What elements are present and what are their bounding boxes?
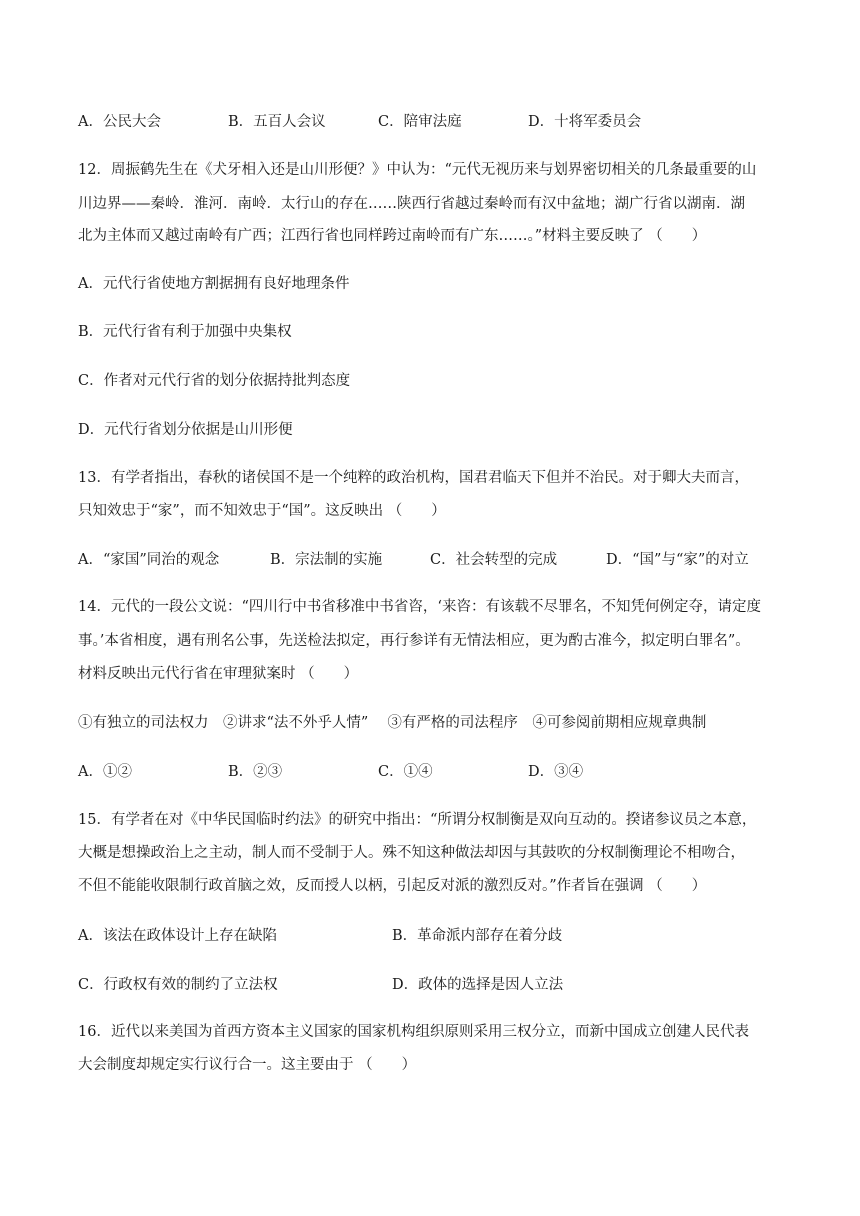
question-stem-line: 不但不能能收限制行政首脑之效，反而授人以柄，引起反对派的激烈反对。”作者旨在强调 （ ）	[78, 878, 707, 894]
question-stem-line: 材料反映出元代行省在审理狱案时 （ ）	[78, 666, 359, 682]
question-stem-line: 13．有学者指出，春秋的诸侯国不是一个纯粹的政治机构，国君君临天下但并不治民。对于卿大夫而言，	[78, 470, 749, 486]
question-stem-line: 14．元代的一段公文说：“四川行中书省移准中书省咨，‘来咨：有该载不尽罪名，不知凭何例定夺，请定度	[78, 599, 761, 615]
question-stem-line: 16．近代以来美国为首西方资本主义国家的国家机构组织原则采用三权分立，而新中国成立创建人民代表	[78, 1024, 749, 1040]
option-c: C．①④	[378, 764, 433, 780]
question-stem-line: 15．有学者在对《中华民国临时约法》的研究中指出：“所谓分权制衡是双向互动的。揆诸参议员之本意，	[78, 812, 757, 828]
question-stem-line: 川边界——秦岭．淮河．南岭．太行山的存在……陕西行省越过秦岭而有汉中盆地；湖广行省以湖南．湖	[78, 196, 745, 212]
question-stem-line: 北为主体而又越过南岭有广西；江西行省也同样跨过南岭而有广东……。”材料主要反映了 （ ）	[78, 228, 707, 244]
option-d: D．政体的选择是因人立法	[392, 977, 564, 993]
option-b: B．革命派内部存在着分歧	[392, 928, 563, 944]
option-b: B．元代行省有利于加强中央集权	[78, 324, 292, 340]
option-d: D．③④	[528, 764, 584, 780]
option-a: A．该法在政体设计上存在缺陷	[78, 928, 277, 944]
question-stem-line: 大概是想操政治上之主动，制人而不受制于人。殊不知这种做法却因与其鼓吹的分权制衡理论不相吻合，	[78, 845, 745, 861]
option-c: C．作者对元代行省的划分依据持批判态度	[78, 373, 351, 389]
option-c: C．社会转型的完成	[430, 552, 558, 568]
option-b: B．②③	[228, 764, 283, 780]
option-b: B．宗法制的实施	[270, 552, 383, 568]
option-a: A．元代行省使地方割据拥有良好地理条件	[78, 276, 350, 292]
question-stem-line: 大会制度却规定实行议行合一。这主要由于 （ ）	[78, 1057, 417, 1073]
question-stem-line: 12．周振鹤先生在《犬牙相入还是山川形便？》中认为：“元代无视历来与划界密切相关的几条最重要的山	[78, 162, 757, 178]
numbered-statements: ①有独立的司法权力 ②讲求“法不外乎人情” ③有严格的司法程序 ④可参阅前期相应规章典制	[78, 715, 707, 731]
question-stem-line: 只知效忠于“家”，而不知效忠于“国”。这反映出 （ ）	[78, 503, 446, 519]
option-d: D．元代行省划分依据是山川形便	[78, 422, 293, 438]
option-d: D．十将军委员会	[528, 114, 642, 130]
option-a: A．“家国”同治的观念	[78, 552, 220, 568]
option-a: A．①②	[78, 764, 132, 780]
option-b: B．五百人会议	[228, 114, 326, 130]
option-c: C．行政权有效的制约了立法权	[78, 977, 278, 993]
question-stem-line: 事。’本省相度，遇有刑名公事，先送检法拟定，再行参详有无情法相应，更为酌古准今，拟定明白罪名”。	[78, 633, 750, 649]
option-c: C．陪审法庭	[378, 114, 462, 130]
option-a: A．公民大会	[78, 114, 161, 130]
option-d: D．“国”与“家”的对立	[606, 552, 749, 568]
